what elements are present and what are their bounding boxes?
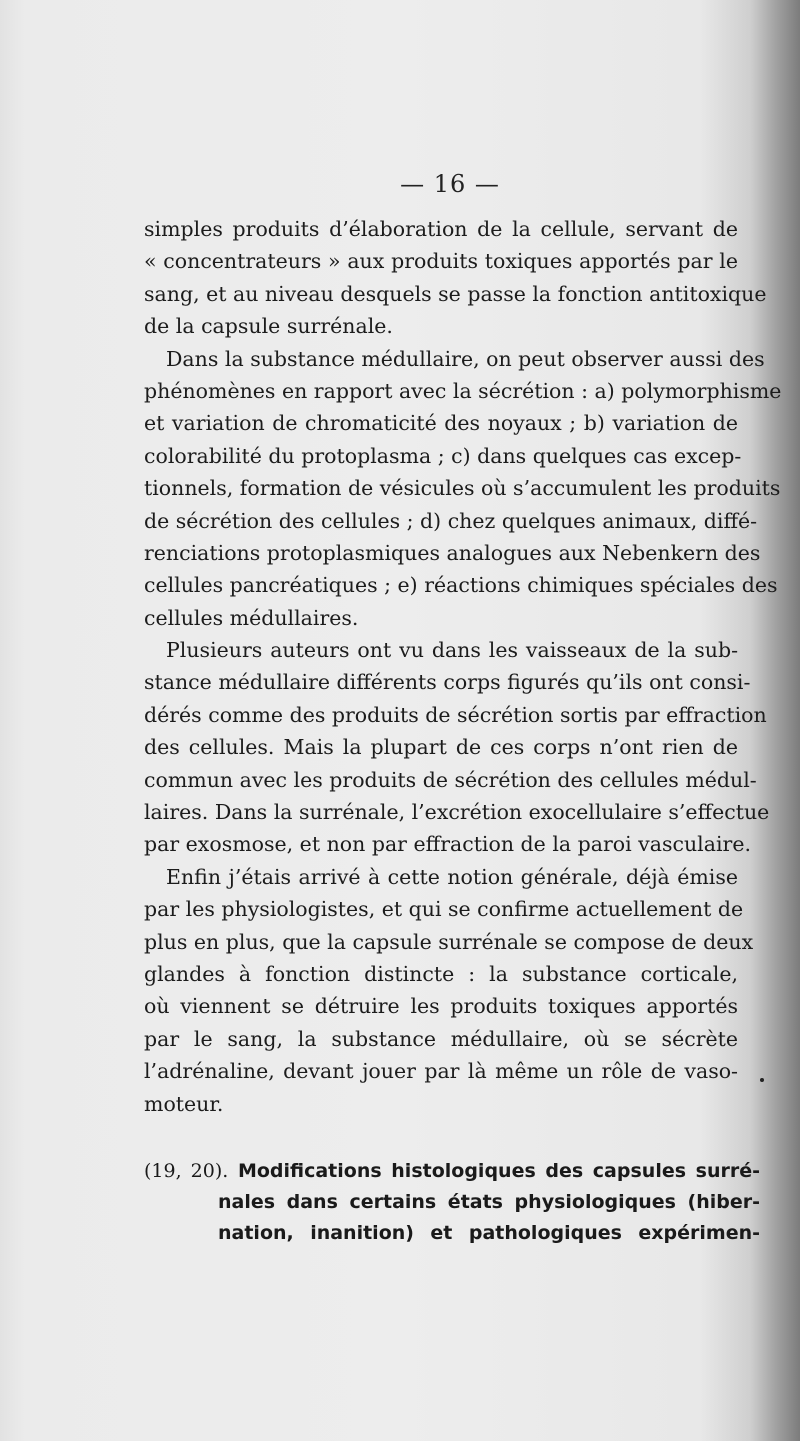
text-line: par le sang, la substance médullaire, où se sécrète [144, 1026, 738, 1051]
text-line: cellules médullaires. [144, 605, 359, 630]
text-line: où viennent se détruire les produits toxiques apportés [144, 994, 738, 1019]
text-line: commun avec les produits de sécrétion des cellules médul- [144, 767, 757, 792]
text-line: par les physiologistes, et qui se confirme actuellement de [144, 897, 744, 922]
text-line: phénomènes en rapport avec la sécrétion : a) polymorphisme [144, 378, 782, 403]
text-line: colorabilité du protoplasma ; c) dans quelques cas excep- [144, 443, 742, 468]
text-line: glandes à fonction distincte : la substance corticale, [144, 961, 738, 986]
reference-number: (19, 20). [144, 1160, 229, 1182]
heading-line-1: (19, 20). Modifications histologiques des capsules surré- [144, 1160, 760, 1182]
text-line: moteur. [144, 1091, 224, 1116]
text-line: Plusieurs auteurs ont vu dans les vaisseaux de la sub- [166, 638, 738, 663]
text-line: Enfin j’étais arrivé à cette notion générale, déjà émise [166, 864, 738, 889]
text-line: cellules pancréatiques ; e) réactions chimiques spéciales des [144, 573, 778, 598]
ink-speck [760, 1078, 764, 1082]
text-line: de sécrétion des cellules ; d) chez quelques animaux, diffé- [144, 508, 758, 533]
page-number: — 16 — [400, 170, 500, 198]
text-line: renciations protoplasmiques analogues aux Nebenkern des [144, 540, 761, 565]
text-line: des cellules. Mais la plupart de ces corps n’ont rien de [144, 735, 738, 760]
text-line: sang, et au niveau desquels se passe la fonction antitoxique [144, 281, 767, 306]
heading-line-2: nales dans certains états physiologiques (hiber- [218, 1191, 760, 1213]
text-line: et variation de chromaticité des noyaux ; b) variation de [144, 411, 738, 436]
text-line: de la capsule surrénale. [144, 314, 393, 339]
heading-line-3: nation, inanition) et pathologiques expérimen- [218, 1222, 760, 1244]
text-line: Dans la substance médullaire, on peut observer aussi des [166, 346, 765, 371]
text-line: laires. Dans la surrénale, l’excrétion exocellulaire s’effectue [144, 800, 770, 825]
text-line: par exosmose, et non par effraction de la paroi vasculaire. [144, 832, 751, 857]
body-text [144, 213, 782, 1120]
text-line: tionnels, formation de vésicules où s’accumulent les produits [144, 476, 781, 501]
text-line: simples produits d’élaboration de la cellule, servant de [144, 217, 738, 241]
section-heading [144, 1156, 760, 1249]
text-line: « concentrateurs » aux produits toxiques apportés par le [144, 249, 738, 274]
text-line: l’adrénaline, devant jouer par là même un rôle de vaso- [144, 1059, 738, 1084]
text-line: plus en plus, que la capsule surrénale se compose de deux [144, 929, 754, 954]
text-line: dérés comme des produits de sécrétion sortis par effraction [144, 702, 767, 727]
text-line: stance médullaire différents corps figurés qu’ils ont consi- [144, 670, 751, 695]
